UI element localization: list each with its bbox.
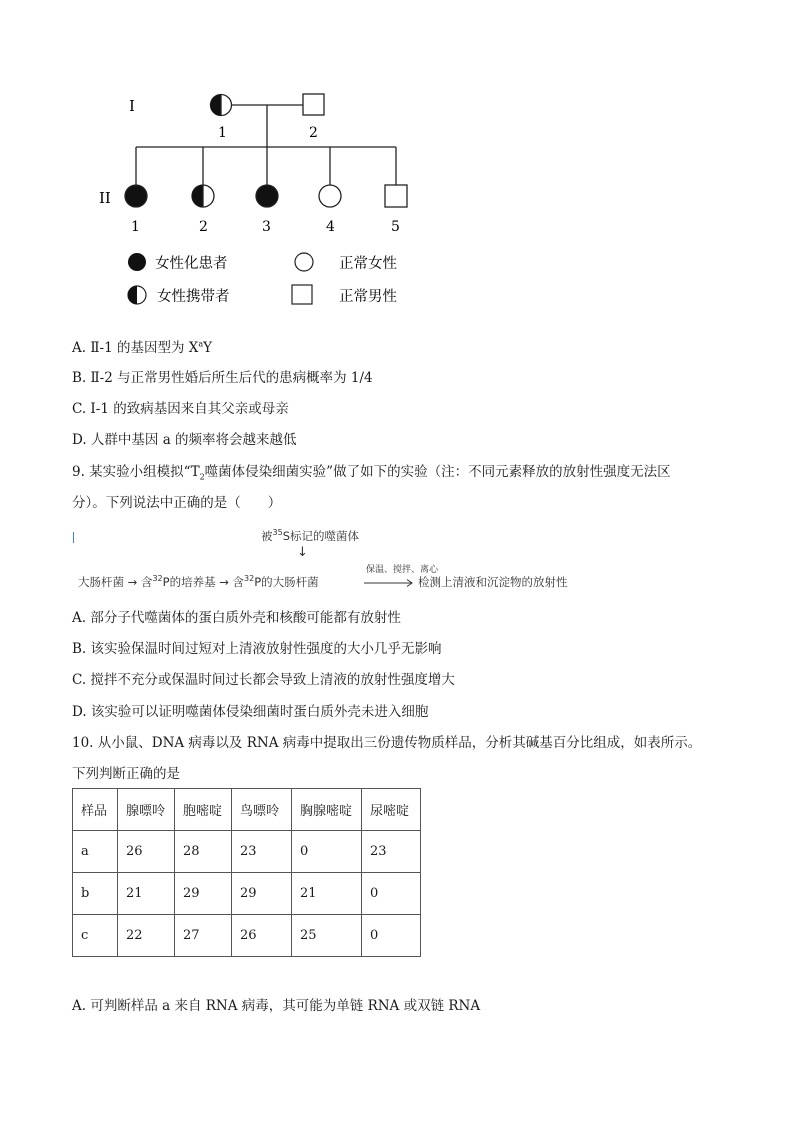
table-row: [73, 915, 421, 957]
q9-option-d: D. 该实验可以证明噬菌体侵染细菌时蛋白质外壳未进入细胞: [72, 704, 429, 720]
individual-II-5: [385, 185, 407, 207]
table-header-cell: 腺嘌呤: [118, 789, 175, 831]
table-row: [73, 873, 421, 915]
base-composition-table: [72, 788, 421, 957]
individual-II-4: [319, 185, 341, 207]
table-cell: b: [73, 873, 118, 915]
individual-I-2: [303, 94, 324, 115]
q8-option-d: D. 人群中基因 a 的频率将会越来越低: [72, 432, 297, 448]
table-cell: 26: [118, 831, 175, 873]
q9-stem-line2: 分）。下列说法中正确的是（ ）: [72, 495, 282, 511]
q9-stem-line1: 9. 某实验小组模拟“$T_2$噬菌体侵染细菌实验”做了如下的实验（注：不同元素释放的放射性强度无法区: [72, 464, 671, 482]
pedigree-chart: [95, 85, 435, 310]
individual-II-1: [125, 185, 147, 207]
table-cell: 0: [362, 915, 421, 957]
table-cell: 22: [118, 915, 175, 957]
q9-diagram-result: 检测上清液和沉淀物的放射性: [418, 575, 568, 589]
legend-label-normal-male: 正常男性: [339, 289, 397, 305]
q8-option-c: C. I-1 的致病基因来自其父亲或母亲: [72, 401, 289, 417]
legend-symbol-affected-female: [128, 253, 146, 271]
q8-option-a: A. Ⅱ-1 的基因型为 $X^aY$: [72, 339, 213, 356]
individual-II-3: [256, 185, 278, 207]
q9-diagram-top-label: 被$^{35}$S标记的噬菌体: [261, 528, 359, 543]
table-cell: 29: [175, 873, 232, 915]
legend-symbol-carrier-female: [128, 286, 146, 304]
table-cell: 23: [232, 831, 292, 873]
individual-number-I-2: 2: [309, 125, 318, 141]
q10-option-a: A. 可判断样品 a 来自 RNA 病毒，其可能为单链 RNA 或双链 RNA: [72, 998, 481, 1014]
individual-number-II-2: 2: [199, 219, 208, 235]
q9-diagram-long-arrow: [364, 578, 416, 588]
q8-option-b: B. Ⅱ-2 与正常男性婚后所生后代的患病概率为 1/4: [72, 370, 373, 386]
legend-symbol-normal-male: [292, 285, 312, 304]
table-cell: a: [73, 831, 118, 873]
q10-stem-line1: 10. 从小鼠、DNA 病毒以及 RNA 病毒中提取出三份遗传物质样品，分析其碱基百分比组成，如表所示。: [72, 735, 702, 751]
table-cell: 29: [232, 873, 292, 915]
table-row: [73, 831, 421, 873]
table-header-cell: 胞嘧啶: [175, 789, 232, 831]
individual-number-II-4: 4: [326, 219, 335, 235]
legend-label-carrier-female: 女性携带者: [157, 289, 230, 305]
table-cell: 21: [292, 873, 362, 915]
table-cell: 26: [232, 915, 292, 957]
q9-option-a: A. 部分子代噬菌体的蛋白质外壳和核酸可能都有放射性: [72, 610, 401, 626]
individual-II-2: [192, 185, 214, 207]
table-cell: c: [73, 915, 118, 957]
table-header-cell: 胸腺嘧啶: [292, 789, 362, 831]
table-cell: 0: [292, 831, 362, 873]
individual-number-II-1: 1: [131, 219, 140, 235]
generation-label-1: I: [129, 97, 135, 115]
table-cell: 28: [175, 831, 232, 873]
table-cell: 23: [362, 831, 421, 873]
generation-label-2: II: [99, 189, 111, 207]
table-header-cell: 样品: [73, 789, 118, 831]
individual-I-1: [211, 95, 232, 116]
text-cursor: [73, 532, 74, 543]
q9-diagram-down-arrow: ↓: [297, 545, 308, 560]
q10-stem-line2: 下列判断正确的是: [72, 766, 180, 782]
table-cell: 0: [362, 873, 421, 915]
q9-option-b: B. 该实验保温时间过短对上清液放射性强度的大小几乎无影响: [72, 641, 442, 657]
table-cell: 21: [118, 873, 175, 915]
legend-label-normal-female: 正常女性: [339, 256, 397, 272]
individual-number-II-3: 3: [262, 219, 271, 235]
table-cell: 27: [175, 915, 232, 957]
q9-diagram-flow: 大肠杆菌 → 含$^{32}$P的培养基 → 含$^{32}$P的大肠杆菌: [78, 574, 319, 589]
individual-number-I-1: 1: [218, 125, 227, 141]
table-cell: 25: [292, 915, 362, 957]
q9-diagram-arrow-label: 保温、搅拌、离心: [366, 565, 439, 575]
table-header-cell: 鸟嘌呤: [232, 789, 292, 831]
legend-label-affected-female: 女性化患者: [155, 256, 228, 272]
table-header-cell: 尿嘧啶: [362, 789, 421, 831]
legend-symbol-normal-female: [295, 253, 313, 271]
individual-number-II-5: 5: [391, 219, 400, 235]
q9-option-c: C. 搅拌不充分或保温时间过长都会导致上清液的放射性强度增大: [72, 672, 455, 688]
table-header-row: [73, 789, 421, 831]
